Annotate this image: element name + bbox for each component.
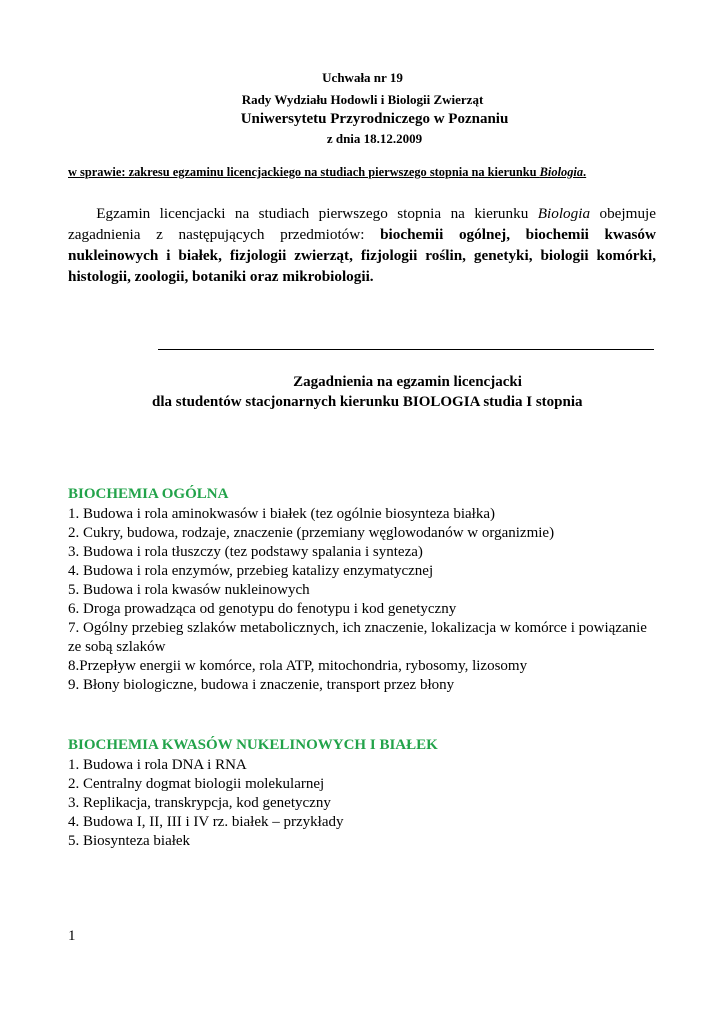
resolution-number: Uchwała nr 19	[322, 70, 403, 85]
intro-paragraph	[68, 203, 656, 287]
intro-subjects: biochemii ogólnej, biochemii kwasów nukleinowych i białek, fizjologii zwierząt, fizjologii roślin, genetyki, biologii komórki, histologii, zoologii, botaniki oraz mikrobiologii.	[68, 226, 656, 285]
council-name: Rady Wydziału Hodowli i Biologii Zwierząt	[241, 92, 484, 107]
list-item: 1. Budowa i rola aminokwasów i białek (tez ogólnie biosynteza białka)	[68, 506, 495, 522]
university-name: Uniwersytetu Przyrodniczego w Poznaniu	[240, 111, 509, 127]
list-item: 8.Przepływ energii w komórce, rola ATP, mitochondria, rybosomy, lizosomy	[68, 658, 528, 674]
list-item: 3. Replikacja, transkrypcja, kod genetyczny	[68, 795, 331, 811]
intro-part2: obejmuje zagadnienia z następujących przedmiotów:	[68, 205, 657, 243]
subject-italic: Biologia	[539, 165, 584, 179]
subject-end: .	[583, 165, 587, 179]
list-item: 2. Cukry, budowa, rodzaje, znaczenie (przemiany węglowodanów w organizmie)	[68, 525, 555, 541]
section-title-biochemia-ogolna: BIOCHEMIA OGÓLNA	[68, 486, 229, 502]
list-item: 9. Błony biologiczne, budowa i znaczenie, transport przez błony	[68, 677, 455, 693]
page-number: 1	[68, 928, 76, 944]
list-item: 3. Budowa i rola tłuszczy (tez podstawy spalania i synteza)	[68, 544, 423, 560]
section-title-biochemia-kwasow: BIOCHEMIA KWASÓW NUKELINOWYCH I BIAŁEK	[68, 737, 438, 753]
list-item: 1. Budowa i rola DNA i RNA	[68, 757, 247, 773]
list-item: 4. Budowa I, II, III i IV rz. białek – przykłady	[68, 814, 344, 830]
list-item: 7. Ogólny przebieg szlaków metabolicznych, ich znaczenie, lokalizacja w komórce i powiązanie ze sobą szlaków	[68, 620, 647, 655]
resolution-date: z dnia 18.12.2009	[326, 131, 423, 146]
exam-subtitle: dla studentów stacjonarnych kierunku BIOLOGIA studia I stopnia	[152, 394, 583, 410]
subject-line	[68, 165, 586, 180]
horizontal-divider	[158, 349, 654, 350]
topic-list-biochemia-kwasow	[68, 756, 658, 851]
topic-list-biochemia-ogolna	[68, 505, 658, 695]
intro-italic: Biologia	[537, 205, 591, 222]
list-item: 6. Droga prowadząca od genotypu do fenotypu i kod genetyczny	[68, 601, 457, 617]
intro-part1: Egzamin licencjacki na studiach pierwszego stopnia na kierunku	[96, 205, 538, 222]
list-item: 5. Biosynteza białek	[68, 833, 191, 849]
list-item: 4. Budowa i rola enzymów, przebieg katalizy enzymatycznej	[68, 563, 434, 579]
list-item: 5. Budowa i rola kwasów nukleinowych	[68, 582, 310, 598]
exam-title: Zagadnienia na egzamin licencjacki	[293, 374, 522, 390]
list-item: 2. Centralny dogmat biologii molekularnej	[68, 776, 325, 792]
subject-text: w sprawie: zakresu egzaminu licencjackiego na studiach pierwszego stopnia na kierunku	[68, 165, 540, 179]
